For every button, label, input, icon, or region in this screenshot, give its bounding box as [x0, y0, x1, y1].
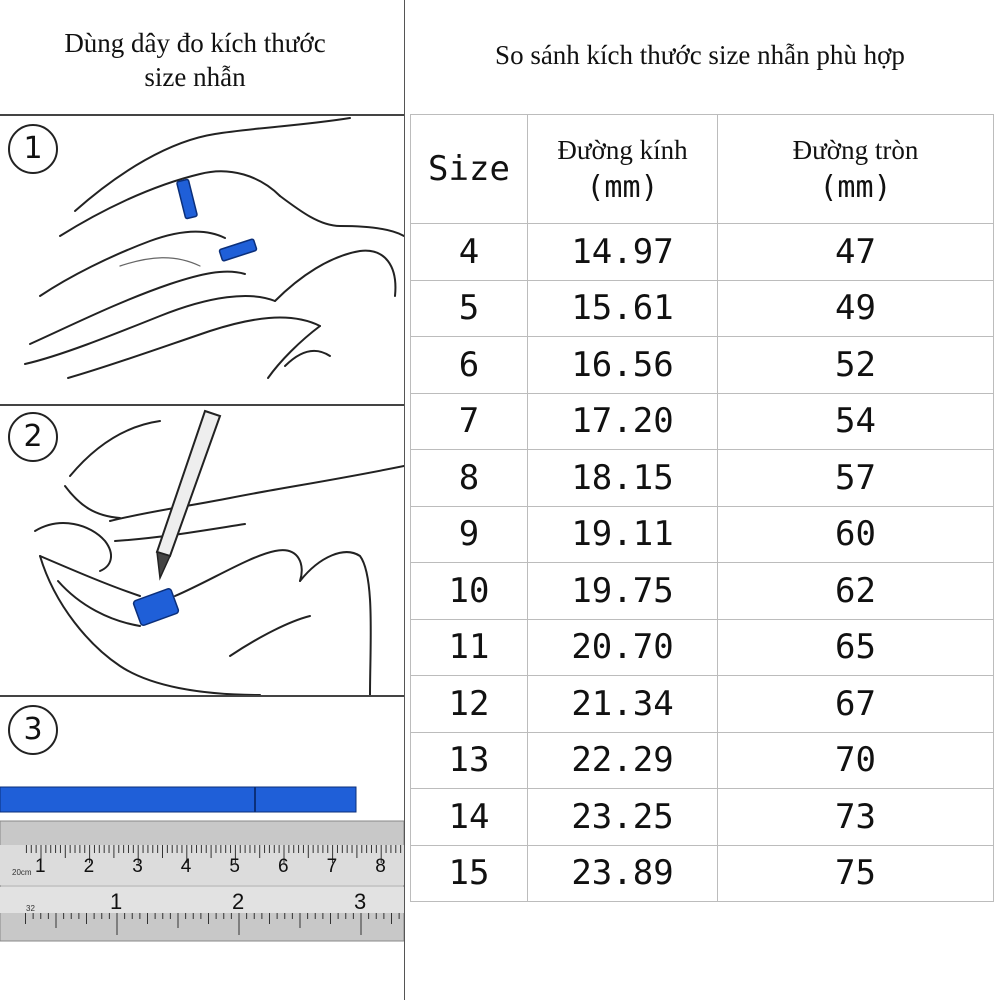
cell-circumference: 70 — [718, 732, 994, 789]
cell-diameter: 17.20 — [528, 393, 718, 450]
cell-diameter: 16.56 — [528, 337, 718, 394]
string-end-icon — [219, 239, 257, 262]
ruler-cm-small-label: 20cm — [12, 868, 32, 877]
cell-circumference: 62 — [718, 563, 994, 620]
string-on-finger-icon — [177, 179, 198, 219]
cell-size: 14 — [411, 789, 528, 846]
header-circumference-unit: (mm) — [819, 170, 892, 205]
step-1-panel — [0, 116, 404, 404]
step-2-panel — [0, 406, 404, 695]
cell-size: 15 — [411, 845, 528, 902]
cell-size: 9 — [411, 506, 528, 563]
header-diameter — [528, 115, 718, 224]
cell-size: 11 — [411, 619, 528, 676]
table-row — [411, 337, 994, 394]
cell-circumference: 49 — [718, 280, 994, 337]
table-row — [411, 224, 994, 281]
ruler-cm-label: 2 — [83, 856, 95, 877]
cell-diameter: 22.29 — [528, 732, 718, 789]
table-row — [411, 506, 994, 563]
cell-size: 13 — [411, 732, 528, 789]
cell-size: 12 — [411, 676, 528, 733]
hand-with-pen-illustration — [0, 406, 404, 695]
hand-with-string-illustration — [0, 116, 404, 404]
cell-diameter: 18.15 — [528, 450, 718, 507]
table-row — [411, 280, 994, 337]
ruler-cm-label: 1 — [35, 856, 46, 877]
cell-diameter: 20.70 — [528, 619, 718, 676]
step-3-panel — [0, 697, 404, 1000]
ruler-cm-label: 3 — [132, 856, 143, 877]
cell-circumference: 75 — [718, 845, 994, 902]
cell-size: 4 — [411, 224, 528, 281]
table-row — [411, 845, 994, 902]
cell-diameter: 23.25 — [528, 789, 718, 846]
header-diameter-label: Đường kính — [557, 135, 688, 165]
cell-circumference: 60 — [718, 506, 994, 563]
ruler-cm-label: 5 — [229, 856, 240, 877]
ruler-cm-label: 4 — [180, 856, 192, 877]
instructions-title-line2: size nhẫn — [144, 62, 246, 92]
table-row — [411, 619, 994, 676]
instructions-title-line1: Dùng dây đo kích thước — [64, 28, 326, 58]
cell-diameter: 21.34 — [528, 676, 718, 733]
ruler-inch-label: 3 — [354, 889, 367, 914]
cell-diameter: 15.61 — [528, 280, 718, 337]
cell-diameter: 14.97 — [528, 224, 718, 281]
cell-circumference: 67 — [718, 676, 994, 733]
table-row — [411, 450, 994, 507]
table-row — [411, 789, 994, 846]
header-size: Size — [411, 115, 528, 224]
cell-size: 5 — [411, 280, 528, 337]
instructions-title — [0, 26, 390, 94]
cell-size: 7 — [411, 393, 528, 450]
pen-icon — [157, 411, 220, 578]
cell-size: 6 — [411, 337, 528, 394]
cell-size: 8 — [411, 450, 528, 507]
table-row — [411, 563, 994, 620]
ruler-cm-label: 6 — [278, 856, 289, 877]
ruler-inch-small-label: 32 — [26, 904, 35, 913]
cell-circumference: 57 — [718, 450, 994, 507]
ruler-inch-label: 1 — [110, 889, 123, 914]
ring-size-table — [410, 114, 994, 902]
column-divider — [404, 0, 405, 1000]
ruler-inch-label: 2 — [232, 889, 245, 914]
size-chart-title: So sánh kích thước size nhẫn phù hợp — [495, 40, 905, 70]
cell-circumference: 47 — [718, 224, 994, 281]
table-row — [411, 676, 994, 733]
cell-diameter: 19.75 — [528, 563, 718, 620]
step-1-badge: 1 — [8, 124, 58, 174]
cell-diameter: 23.89 — [528, 845, 718, 902]
step-2-badge: 2 — [8, 412, 58, 462]
header-circumference-label: Đường tròn — [792, 135, 919, 165]
cell-size: 10 — [411, 563, 528, 620]
cell-circumference: 65 — [718, 619, 994, 676]
table-header-row — [411, 115, 994, 224]
header-circumference — [718, 115, 994, 224]
measured-string-icon — [0, 787, 356, 812]
table-row — [411, 732, 994, 789]
ruler-illustration — [0, 697, 404, 1000]
cell-circumference: 54 — [718, 393, 994, 450]
instructions-column — [0, 0, 404, 1000]
ruler-cm-label: 8 — [375, 856, 386, 877]
header-diameter-unit: (mm) — [586, 170, 659, 205]
string-wrapped-icon — [133, 588, 179, 626]
ruler-cm-label: 7 — [326, 856, 338, 877]
cell-diameter: 19.11 — [528, 506, 718, 563]
step-3-badge: 3 — [8, 705, 58, 755]
table-row — [411, 393, 994, 450]
cell-circumference: 52 — [718, 337, 994, 394]
cell-circumference: 73 — [718, 789, 994, 846]
